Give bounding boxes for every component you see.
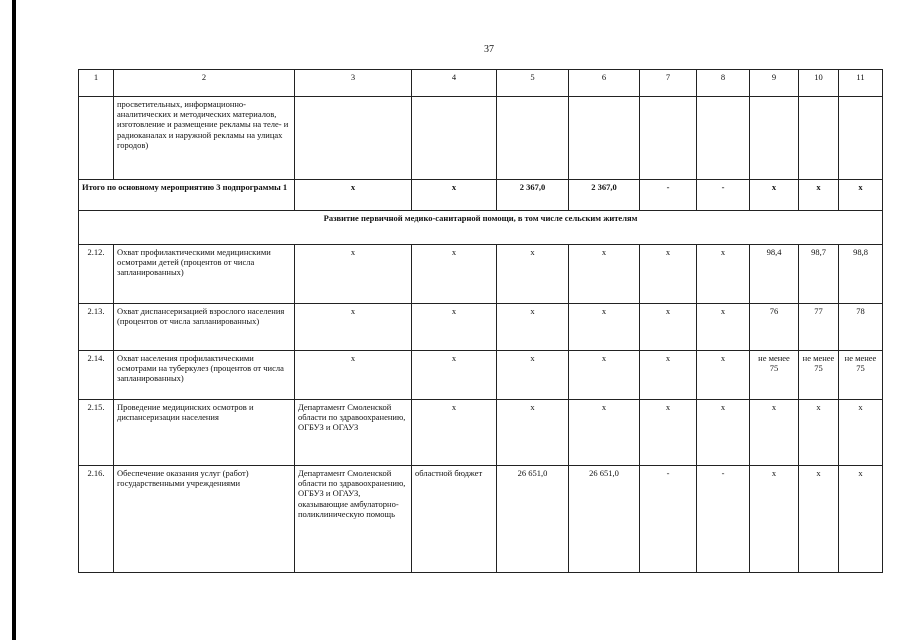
table-cell: 2 367,0 (497, 180, 569, 211)
table-cell: х (839, 400, 883, 466)
table-cell: х (412, 304, 497, 351)
table-cell: - (640, 466, 697, 573)
table-cell: 5 (497, 70, 569, 97)
table-row (79, 245, 883, 304)
table-cell: х (497, 304, 569, 351)
table-cell: - (697, 466, 750, 573)
table-row (79, 97, 883, 180)
table-cell: х (569, 400, 640, 466)
table-cell: 2.16. (79, 466, 114, 573)
table-cell: х (295, 304, 412, 351)
table-cell: просветительных, информационно-аналитических и методических материалов, изготовление и размещение рекламы на теле- и радиоканалах и наружной рекламы на улицах городов) (114, 97, 295, 180)
table-cell (799, 97, 839, 180)
table-cell: 98,4 (750, 245, 799, 304)
table-cell: х (697, 304, 750, 351)
table-cell: х (750, 466, 799, 573)
table-cell: Охват населения профилактическими осмотрами на туберкулез (процентов от числа запланированных) (114, 351, 295, 400)
table-cell: Проведение медицинских осмотров и диспансеризации населения (114, 400, 295, 466)
table-cell: х (569, 304, 640, 351)
table-cell: х (497, 400, 569, 466)
table-cell: Охват профилактическими медицинскими осмотрами детей (процентов от числа запланированных) (114, 245, 295, 304)
header-row (79, 70, 883, 97)
table-cell (750, 97, 799, 180)
table-cell: 98,7 (799, 245, 839, 304)
table-cell: х (697, 245, 750, 304)
table-cell: х (497, 351, 569, 400)
table-cell: 9 (750, 70, 799, 97)
table-cell: х (412, 400, 497, 466)
table-row (79, 211, 883, 245)
table-cell: х (799, 400, 839, 466)
table-cell: х (640, 304, 697, 351)
table-cell: х (750, 180, 799, 211)
table-cell: х (569, 351, 640, 400)
total-label: Итого по основному мероприятию 3 подпрограммы 1 (79, 180, 295, 211)
table-cell: 76 (750, 304, 799, 351)
page-number: 37 (484, 44, 494, 55)
table-cell: не менее 75 (839, 351, 883, 400)
table-cell (569, 97, 640, 180)
table-cell: не менее 75 (750, 351, 799, 400)
table-cell: х (799, 466, 839, 573)
table-cell (412, 97, 497, 180)
table-cell: 10 (799, 70, 839, 97)
table-cell: Обеспечение оказания услуг (работ) государственными учреждениями (114, 466, 295, 573)
table-cell: х (839, 180, 883, 211)
program-table (78, 69, 883, 573)
table-cell: Департамент Смоленской области по здравоохранению, ОГБУЗ и ОГАУЗ (295, 400, 412, 466)
table-cell: 4 (412, 70, 497, 97)
table-cell: 8 (697, 70, 750, 97)
table-cell (295, 97, 412, 180)
table-cell: Охват диспансеризацией взрослого населения (процентов от числа запланированных) (114, 304, 295, 351)
table-cell: х (497, 245, 569, 304)
left-margin-bar (12, 0, 16, 640)
table-cell: Департамент Смоленской области по здравоохранению, ОГБУЗ и ОГАУЗ, оказывающие амбулаторно-поликлиническую помощь (295, 466, 412, 573)
table-cell: х (799, 180, 839, 211)
table-cell: - (697, 180, 750, 211)
table-cell: х (295, 245, 412, 304)
table-cell (839, 97, 883, 180)
table-cell: 2.12. (79, 245, 114, 304)
table-cell: х (839, 466, 883, 573)
table-cell: х (412, 351, 497, 400)
table-cell: 7 (640, 70, 697, 97)
table-cell: 2.13. (79, 304, 114, 351)
table-cell: х (697, 400, 750, 466)
table-cell: х (640, 400, 697, 466)
table-cell: 6 (569, 70, 640, 97)
table-row (79, 180, 883, 211)
table-cell: 98,8 (839, 245, 883, 304)
table-row (79, 466, 883, 573)
table-cell (640, 97, 697, 180)
table-cell: не менее 75 (799, 351, 839, 400)
section-heading: Развитие первичной медико-санитарной помощи, в том числе сельским жителям (79, 211, 883, 245)
table-cell: х (750, 400, 799, 466)
table-cell: - (640, 180, 697, 211)
table-cell: х (640, 245, 697, 304)
table-cell: 2 (114, 70, 295, 97)
table-row (79, 400, 883, 466)
table-cell: 1 (79, 70, 114, 97)
table-cell (79, 97, 114, 180)
table-cell: 2.15. (79, 400, 114, 466)
table-cell: 26 651,0 (569, 466, 640, 573)
table-cell: областной бюджет (412, 466, 497, 573)
table-cell: 26 651,0 (497, 466, 569, 573)
table-cell (697, 97, 750, 180)
table-row (79, 304, 883, 351)
table-cell: 2 367,0 (569, 180, 640, 211)
table-cell (497, 97, 569, 180)
table-cell: 2.14. (79, 351, 114, 400)
table-cell: х (697, 351, 750, 400)
table-cell: 77 (799, 304, 839, 351)
table-cell: х (295, 351, 412, 400)
table-cell: х (412, 245, 497, 304)
table-cell: 11 (839, 70, 883, 97)
table-cell: х (295, 180, 412, 211)
table-cell: 3 (295, 70, 412, 97)
table-cell: х (412, 180, 497, 211)
table-cell: х (569, 245, 640, 304)
table-cell: х (640, 351, 697, 400)
table-cell: 78 (839, 304, 883, 351)
table-row (79, 351, 883, 400)
